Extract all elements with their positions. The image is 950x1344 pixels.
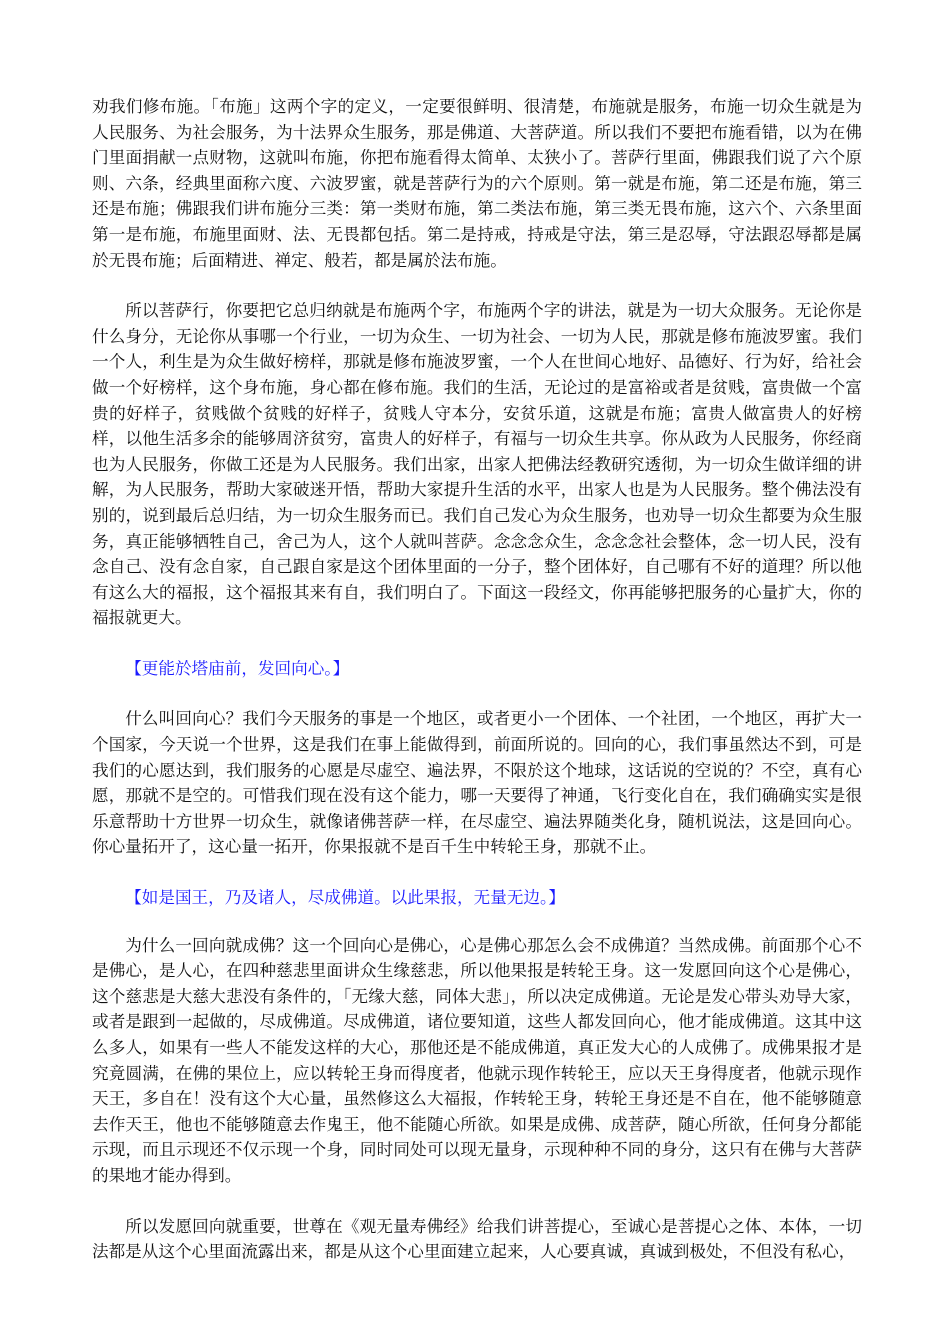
paragraph-gap [92,1189,862,1214]
paragraph-gap [92,860,862,885]
document-page [92,94,862,1265]
sutra-verse-1: 【更能於塔庙前，发回向心。】 [125,658,350,678]
paragraph-gap [92,273,862,298]
paragraph-gap [92,911,862,933]
sutra-verse-2: 【如是国王，乃及诸人，尽成佛道。以此果报，无量无边。】 [125,888,565,908]
paragraph-2: 所以菩萨行，你要把它总归纳就是布施两个字，布施两个字的讲法，就是为一切大众服务。无论你是什么身分，无论你从事哪一个行业，一切为众生、一切为社会、一切为人民，那就是修布施波罗蜜。我们一个人，利生是为众生做好榜样，那就是修布施波罗蜜，一个人在世间心地好、品德好、行为好，给社会做一个好榜样，这个身布施，身心都在修布施。我们的生活，无论过的是富裕或者是贫贱，富贵做一个富贵的好样子，贫贱做个贫贱的好样子，贫贱人守本分，安贫乐道，这就是布施；富贵人做富贵人的好榜样，以他生活多余的能够周济贫穷，富贵人的好样子，有福与一切众生共享。你从政为人民服务，你经商也为人民服务，你做工还是为人民服务。我们出家，出家人把佛法经教研究透彻，为一切众生做详细的讲解，为人民服务，帮助大家破迷开悟，帮助大家提升生活的水平，出家人也是为人民服务。整个佛法没有别的，说到最后总归结，为一切众生服务而已。我们自己发心为众生服务，也劝导一切众生都要为众生服务，真正能够牺牲自己，舍己为人，这个人就叫菩萨。念念念众生，念念念社会整体，念一切人民，没有念自己、没有念自家，自己跟自家是这个团体里面的一分子，整个团体好，自己哪有不好的道理？所以他有这么大的福报，这个福报其来有自，我们明白了。下面这一段经文，你再能够把服务的心量扩大，你的福报就更大。 [92,301,862,628]
paragraph-1: 劝我们修布施。「布施」这两个字的定义，一定要很鲜明、很清楚，布施就是服务，布施一切众生就是为人民服务、为社会服务，为十法界众生服务，那是佛道、大菩萨道。所以我们不要把布施看错，以为在佛门里面捐献一点财物，这就叫布施，你把布施看得太简单、太狭小了。菩萨行里面，佛跟我们说了六个原则、六条，经典里面称六度、六波罗蜜，就是菩萨行为的六个原则。第一就是布施，第二还是布施，第三还是布施；佛跟我们讲布施分三类：第一类财布施，第二类法布施，第三类无畏布施，这六个、六条里面第一是布施，布施里面财、法、无畏都包括。第二是持戒，持戒是守法，第三是忍辱，守法跟忍辱都是属於无畏布施；后面精进、禅定、般若，都是属於法布施。 [92,97,862,270]
paragraph-3: 什么叫回向心？我们今天服务的事是一个地区，或者更小一个团体、一个社团，一个地区，再扩大一个国家，今天说一个世界，这是我们在事上能做得到，前面所说的。回向的心，我们事虽然达不到，可是我们的心愿达到，我们服务的心愿是尽虚空、遍法界，不限於这个地球，这话说的空说的？不空，真有心愿，那就不是空的。可惜我们现在没有这个能力，哪一天要得了神通，飞行变化自在，我们确确实实是很乐意帮助十方世界一切众生，就像诸佛菩萨一样，在尽虚空、遍法界随类化身，随机说法，这是回向心。你心量拓开了，这心量一拓开，你果报就不是百千生中转轮王身，那就不止。 [92,709,862,857]
paragraph-5: 所以发愿回向就重要，世尊在《观无量寿佛经》给我们讲菩提心，至诚心是菩提心之体、本体，一切法都是从这个心里面流露出来，都是从这个心里面建立起来，人心要真诚，真诚到极处，不但没有私心， [92,1216,862,1262]
paragraph-4: 为什么一回向就成佛？这一个回向心是佛心，心是佛心那怎么会不成佛道？当然成佛。前面那个心不是佛心，是人心，在四种慈悲里面讲众生缘慈悲，所以他果报是转轮王身。这一发愿回向这个心是佛心，这个慈悲是大慈大悲没有条件的，「无缘大慈，同体大悲」，所以决定成佛道。无论是发心带头劝导大家，或者是跟到一起做的，尽成佛道。尽成佛道，诸位要知道，这些人都发回向心，他才能成佛道。这其中这么多人，如果有一些人不能发这样的大心，那他还是不能成佛道，真正发大心的人成佛了。成佛果报才是究竟圆满，在佛的果位上，应以转轮王身而得度者，他就示现作转轮王，应以天王身得度者，他就示现作天王，多自在！没有这个大心量，虽然修这么大福报，作转轮王身，转轮王身还是不自在，他不能够随意去作天王，他也不能够随意去作鬼王，他不能随心所欲。如果是成佛、成菩萨，随心所欲，任何身分都能示现，而且示现还不仅示现一个身，同时同处可以现无量身，示现种种不同的身分，这只有在佛与大菩萨的果地才能办得到。 [92,935,862,1185]
paragraph-gap [92,681,862,706]
paragraph-gap [92,631,862,656]
